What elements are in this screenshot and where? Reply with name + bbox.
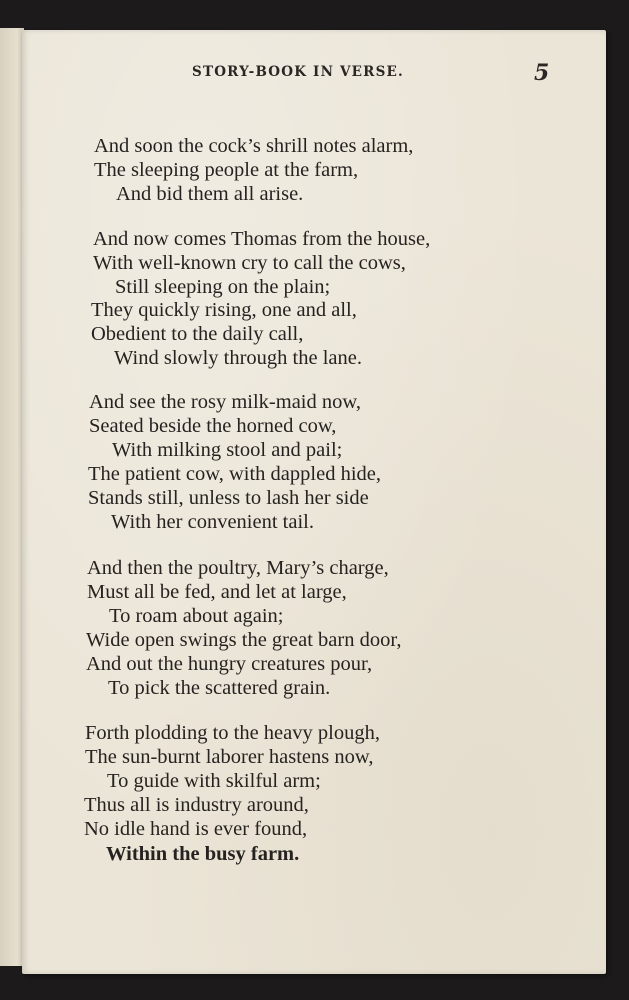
verse-line: Within the busy farm. — [106, 843, 300, 865]
verse-line: And bid them all arise. — [116, 183, 304, 205]
running-head: STORY-BOOK IN VERSE. — [192, 64, 404, 80]
verse-line: To guide with skilful arm; — [107, 770, 321, 792]
verse-line: Stands still, unless to lash her side — [88, 487, 369, 509]
verse-line: Must all be fed, and let at large, — [87, 581, 347, 603]
verse-line: And now comes Thomas from the house, — [93, 228, 431, 250]
verse-line: To roam about again; — [109, 605, 284, 627]
verse-line: The sun-burnt laborer hastens now, — [85, 746, 374, 768]
verse-line: Wind slowly through the lane. — [114, 347, 362, 369]
verse-line: And soon the cock’s shrill notes alarm, — [94, 135, 414, 157]
page-number: 5 — [534, 60, 550, 86]
verse-line: And see the rosy milk-maid now, — [89, 391, 361, 413]
verse-line: No idle hand is ever found, — [84, 818, 308, 840]
verse-line: Still sleeping on the plain; — [115, 276, 331, 298]
previous-page-edge — [0, 28, 24, 966]
verse-line: With her convenient tail. — [111, 511, 314, 533]
verse-line: With well-known cry to call the cows, — [93, 252, 406, 274]
verse-line: With milking stool and pail; — [112, 439, 343, 461]
page-header — [0, 60, 629, 94]
verse-line: They quickly rising, one and all, — [91, 299, 357, 321]
verse-line: And then the poultry, Mary’s charge, — [87, 557, 389, 579]
verse-line: Seated beside the horned cow, — [89, 415, 337, 437]
verse-line: Obedient to the daily call, — [91, 323, 304, 345]
verse-line: Forth plodding to the heavy plough, — [85, 722, 380, 744]
verse-line: The patient cow, with dappled hide, — [88, 463, 381, 485]
verse-line: To pick the scattered grain. — [108, 677, 331, 699]
verse-line: Wide open swings the great barn door, — [86, 629, 402, 651]
verse-line: The sleeping people at the farm, — [94, 159, 359, 181]
verse-line: Thus all is industry around, — [84, 794, 309, 816]
verse-line: And out the hungry creatures pour, — [86, 653, 373, 675]
